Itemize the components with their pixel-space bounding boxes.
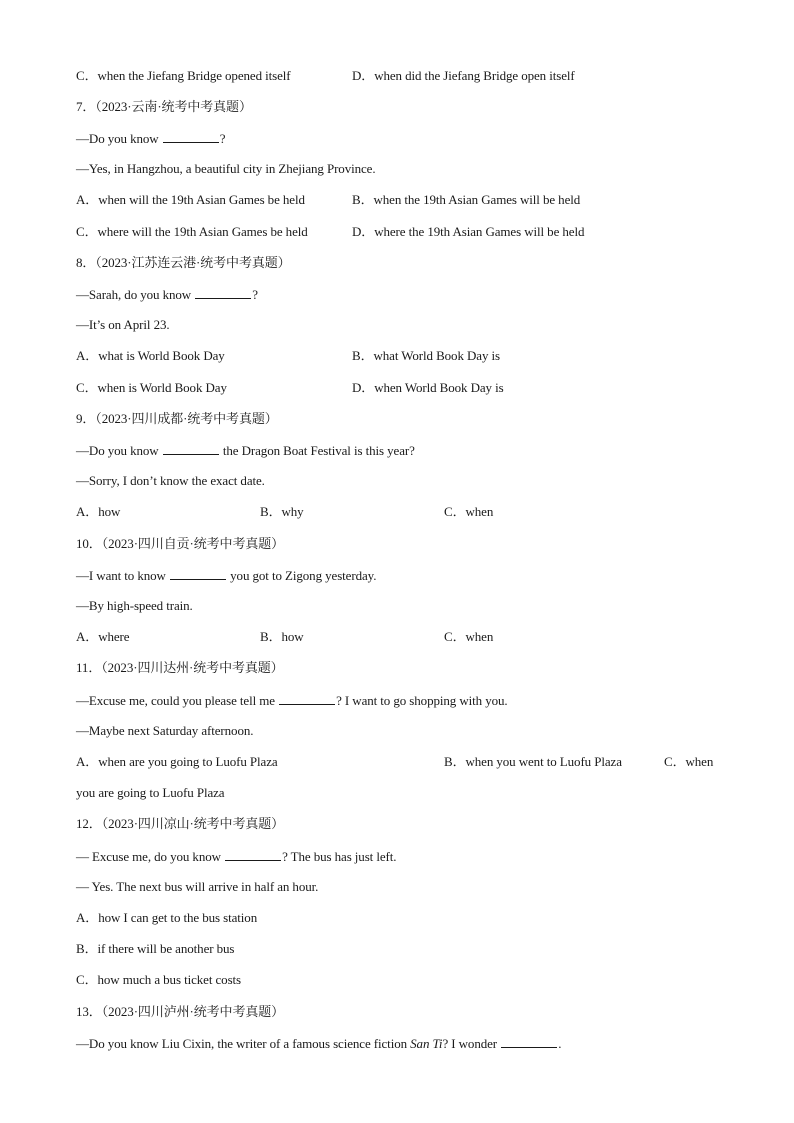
q7-answer: —Yes, in Hangzhou, a beautiful city in Zhejiang Province. <box>76 161 376 176</box>
q10-prompt-end: you got to Zigong yesterday. <box>227 568 377 583</box>
q11-header: 11．（2023·四川达州·统考中考真题） <box>76 660 284 675</box>
q12-prompt-end: ? The bus has just left. <box>282 849 397 864</box>
q12-blank <box>225 848 281 861</box>
q12-prompt <box>76 848 396 865</box>
q9-prompt <box>76 442 415 459</box>
q12-header: 12．（2023·四川凉山·统考中考真题） <box>76 816 285 831</box>
q7-blank <box>163 130 219 143</box>
q9-blank <box>163 442 219 455</box>
q11-option-c: C．when <box>664 754 714 769</box>
q11-option-b: B．when you went to Luofu Plaza <box>444 754 622 769</box>
q12-prompt-text: — Excuse me, do you know <box>76 849 225 864</box>
q10-prompt <box>76 567 376 584</box>
q13-prompt <box>76 1035 561 1052</box>
q8-option-d: D．when World Book Day is <box>352 380 504 395</box>
q7-prompt <box>76 130 225 147</box>
q7-option-c: C．where will the 19th Asian Games be held <box>76 224 308 239</box>
q13-prompt-end: . <box>558 1036 562 1051</box>
q10-prompt-text: —I want to know <box>76 568 169 583</box>
q9-option-a: A．how <box>76 504 121 519</box>
q8-prompt-text: —Sarah, do you know <box>76 287 195 302</box>
q11-prompt <box>76 692 508 709</box>
q7-option-a: A．when will the 19th Asian Games be held <box>76 192 305 207</box>
q8-answer: —It’s on April 23. <box>76 317 170 332</box>
q11-option-a: A．when are you going to Luofu Plaza <box>76 754 278 769</box>
q10-option-c: C．when <box>444 629 494 644</box>
q7-option-b: B．when the 19th Asian Games will be held <box>352 192 581 207</box>
q9-answer: —Sorry, I don’t know the exact date. <box>76 473 265 488</box>
q8-blank <box>195 286 251 299</box>
q7-option-d: D．where the 19th Asian Games will be held <box>352 224 585 239</box>
q8-option-b: B．what World Book Day is <box>352 348 500 363</box>
q11-prompt-text: —Excuse me, could you please tell me <box>76 693 279 708</box>
q13-header: 13．（2023·四川泸州·统考中考真题） <box>76 1004 285 1019</box>
q10-answer: —By high-speed train. <box>76 598 193 613</box>
q12-answer: — Yes. The next bus will arrive in half an hour. <box>76 879 319 894</box>
prev-option-c: C．when the Jiefang Bridge opened itself <box>76 68 291 83</box>
q9-prompt-text: —Do you know <box>76 443 162 458</box>
q9-prompt-end: the Dragon Boat Festival is this year? <box>219 443 415 458</box>
q10-option-b: B．how <box>260 629 304 644</box>
q9-header: 9．（2023·四川成都·统考中考真题） <box>76 411 278 426</box>
q13-prompt-mid: ? I wonder <box>442 1036 501 1051</box>
q12-option-c: C．how much a bus ticket costs <box>76 972 241 987</box>
q13-prompt-text: —Do you know Liu Cixin, the writer of a famous science fiction <box>76 1036 411 1051</box>
q12-option-a: A．how I can get to the bus station <box>76 910 258 925</box>
q11-option-c-continued: you are going to Luofu Plaza <box>76 785 225 800</box>
q8-prompt-end: ? <box>252 287 258 302</box>
q11-prompt-end: ? I want to go shopping with you. <box>336 693 508 708</box>
q10-header: 10．（2023·四川自贡·统考中考真题） <box>76 536 285 551</box>
q11-blank <box>279 692 335 705</box>
prev-option-d: D．when did the Jiefang Bridge open itself <box>352 68 575 83</box>
q7-header: 7．（2023·云南·统考中考真题） <box>76 99 252 114</box>
q7-prompt-end: ? <box>219 131 226 146</box>
q7-prompt-text: —Do you know <box>76 131 162 146</box>
q10-blank <box>170 567 226 580</box>
q8-prompt <box>76 286 258 303</box>
q9-option-c: C．when <box>444 504 494 519</box>
q11-answer: —Maybe next Saturday afternoon. <box>76 723 254 738</box>
q12-option-b: B．if there will be another bus <box>76 941 235 956</box>
q8-option-a: A．what is World Book Day <box>76 348 225 363</box>
q9-option-b: B．why <box>260 504 304 519</box>
q13-blank <box>501 1035 557 1048</box>
q8-header: 8．（2023·江苏连云港·统考中考真题） <box>76 255 291 270</box>
q8-option-c: C．when is World Book Day <box>76 380 227 395</box>
q10-option-a: A．where <box>76 629 130 644</box>
q13-book-title: San Ti <box>410 1036 443 1051</box>
